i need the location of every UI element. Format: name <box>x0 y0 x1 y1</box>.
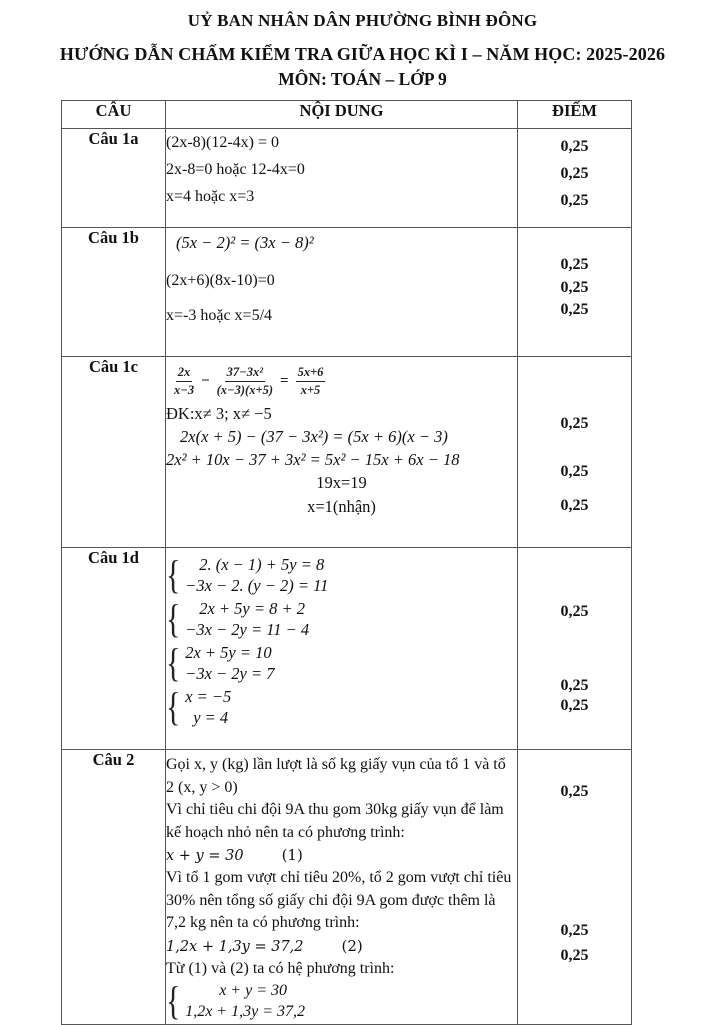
equation-system <box>166 980 517 1022</box>
subject-line: MÔN: TOÁN – LỚP 9 <box>278 69 447 89</box>
point-value: 0,25 <box>560 138 589 155</box>
equation-line: y = 4 <box>193 708 229 727</box>
table-row-cau1a <box>62 129 632 228</box>
point-value: 0,25 <box>560 463 589 480</box>
question-label: Câu 2 <box>62 750 166 1025</box>
equation-ref: (2) <box>341 936 363 955</box>
col-header-noidung: NỘI DUNG <box>166 101 518 129</box>
equation-line: 2x + 5y = 8 + 2 <box>199 599 306 618</box>
organization-name: UỶ BAN NHÂN DÂN PHƯỜNG BÌNH ĐÔNG <box>187 11 538 30</box>
fraction: $\frac{2x}{x-3}$ <box>174 364 195 397</box>
solution-line: 2x-8=0 hoặc 12-4x=0 <box>166 161 305 178</box>
left-brace: { <box>166 684 181 729</box>
equation-line: 2. (x − 1) + 5y = 8 <box>199 555 325 574</box>
fraction-equation <box>174 361 517 401</box>
col-header-diem: ĐIỂM <box>518 101 632 129</box>
left-brace: { <box>166 640 181 685</box>
solution-paragraph: Từ (1) và (2) ta có hệ phương trình: <box>166 959 395 977</box>
question-label: Câu 1b <box>62 228 166 357</box>
point-value: 0,25 <box>560 603 589 620</box>
point-value: 0,25 <box>560 947 589 964</box>
point-value: 0,25 <box>560 192 589 209</box>
question-label: Câu 1d <box>62 548 166 750</box>
equation-ref: (1) <box>281 846 303 864</box>
equation-line: −3x − 2y = 7 <box>185 664 275 683</box>
left-brace: { <box>166 596 181 641</box>
equation-line: −3x − 2. (y − 2) = 11 <box>185 576 329 595</box>
grading-table <box>61 100 632 1025</box>
equation-line: x + y = 30 (1) <box>166 846 303 864</box>
col-header-cau: CÂU <box>62 101 166 129</box>
solution-line: x=-3 hoặc x=5/4 <box>166 307 273 324</box>
solution-line: (5x − 2)² = (3x − 8)² <box>176 233 314 252</box>
solution-line: 2x² + 10x − 37 + 3x² = 5x² − 15x + 6x − 18 <box>166 450 460 469</box>
document-title: HƯỚNG DẪN CHẤM KIỂM TRA GIỮA HỌC KÌ I – NĂM HỌC: 2025-2026 <box>59 44 666 64</box>
equation-line: x + y = 30 <box>219 982 287 999</box>
equation-system <box>166 598 517 640</box>
minus-operator: − <box>201 372 210 389</box>
point-value: 0,25 <box>560 697 589 714</box>
equation-line: −3x − 2y = 11 − 4 <box>185 620 310 639</box>
point-value: 0,25 <box>560 165 589 182</box>
left-brace: { <box>166 552 181 597</box>
point-value: 0,25 <box>560 497 589 514</box>
point-value: 0,25 <box>560 256 589 273</box>
solution-paragraph: Gọi x, y (kg) lần lượt là số kg giấy vụn của tổ 1 và tổ 2 (x, y > 0) <box>166 756 506 796</box>
document-header <box>0 0 725 90</box>
solution-line: x=1(nhận) <box>307 497 376 516</box>
table-row-cau1b <box>62 228 632 357</box>
equation-line: 1,2x + 1,3y = 37,2 (2) <box>166 936 363 955</box>
equation-system <box>166 686 517 728</box>
equation-line: 1,2x + 1,3y = 37,2 <box>185 1003 305 1020</box>
equals-operator: = <box>280 372 289 389</box>
table-header-row <box>62 101 632 129</box>
equation-system <box>166 642 517 684</box>
solution-line: (2x+6)(8x-10)=0 <box>166 272 275 289</box>
point-value: 0,25 <box>560 922 589 939</box>
table-row-cau1c <box>62 357 632 548</box>
solution-line: x=4 hoặc x=3 <box>166 188 255 205</box>
solution-line: 2x(x + 5) − (37 − 3x²) = (5x + 6)(x − 3) <box>180 427 448 446</box>
fraction: $\frac{\text{37−3x²}}{(x-3)(x+5)}$ <box>216 364 273 397</box>
equation-line: 2x + 5y = 10 <box>185 643 272 662</box>
solution-line: 19x=19 <box>316 473 367 492</box>
question-label: Câu 1a <box>62 129 166 228</box>
point-value: 0,25 <box>560 415 589 432</box>
fraction: $\frac{5x+6}{x+5}$ <box>297 364 324 397</box>
question-label: Câu 1c <box>62 357 166 548</box>
solution-line: (2x-8)(12-4x) = 0 <box>166 134 279 151</box>
solution-paragraph: Vì chỉ tiêu chi đội 9A thu gom 30kg giấy vụn để làm kế hoạch nhỏ nên ta có phương trình: <box>166 801 504 841</box>
point-value: 0,25 <box>560 783 589 800</box>
condition-line: ĐK:x≠ 3; x≠ −5 <box>166 404 272 423</box>
point-value: 0,25 <box>560 279 589 296</box>
point-value: 0,25 <box>560 301 589 318</box>
equation-system <box>166 554 517 596</box>
point-value: 0,25 <box>560 677 589 694</box>
equation-line: x = −5 <box>185 687 232 706</box>
solution-paragraph: Vì tổ 1 gom vượt chỉ tiêu 20%, tổ 2 gom vượt chỉ tiêu 30% nên tổng số giấy chi đội 9A gom được thêm là 7,2 kg nên ta có phương trình: <box>166 869 512 931</box>
table-row-cau2 <box>62 750 632 1025</box>
left-brace: { <box>166 978 181 1023</box>
table-row-cau1d <box>62 548 632 750</box>
